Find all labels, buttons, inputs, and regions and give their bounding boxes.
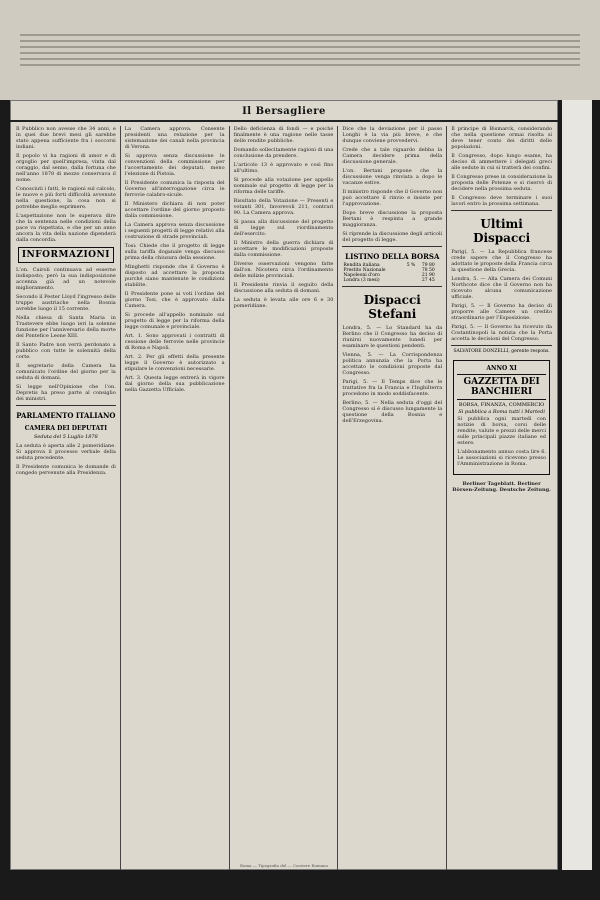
stock-name: Rendita italiana <box>343 263 380 268</box>
news-item: Si legge nell'Opinione che l'on. Depretis ha preso parte al consiglio dei ministri. <box>16 384 116 402</box>
news-item: Il Santo Padre non verrà perdonato a pubblico con tutte le solennità della corte. <box>16 342 116 360</box>
dispatch-item: Londra, 5. — Alla Camera dei Comuni Northcote dice che il Governo non ha ricevuto alcuna comunicazione ufficiale. <box>451 276 552 300</box>
column-2 <box>121 126 230 870</box>
dispatch-item: Vienna, 5. — La Corrispondenza politica annunzia che la Porta ha accettato le condizioni proposte dal Congresso. <box>342 352 443 376</box>
article-paragraph: Dopo breve discussione la proposta Bertani è respinta a grande maggioranza. <box>342 210 443 228</box>
page-right-edge <box>562 100 592 870</box>
column-4 <box>338 126 447 870</box>
newspaper-page <box>10 100 558 870</box>
article-paragraph: L'aspettazione non le superava dire che la sentenza nelle condizioni della pace va rispettata, e che per un anno ancora la vita della nazione dipenderà dalla concordia. <box>16 213 116 243</box>
article-paragraph: Dello deficienza di fondi — e poiché finalmente è una ragione nelle tasse delle rendite pubbliche. <box>233 126 334 144</box>
article-paragraph: Il Congresso deve terminare i suoi lavori entro la prossima settimana. <box>451 195 552 207</box>
gazette-title: GAZZETTA DEI BANCHIERI <box>457 374 546 400</box>
article-paragraph: Art. 3. Questa legge entrerà in vigore dal giorno della sua pubblicazione nella Gazzetta Ufficiale. <box>124 375 225 393</box>
gazette-advertisement <box>453 360 550 475</box>
article-paragraph: Il Congresso, dopo lungo esame, ha deciso di ammettere i delegati greci alle sedute in cui si tratterà dei confini. <box>451 153 552 171</box>
stock-name: Napoleoni d'oro <box>343 273 380 278</box>
dispatch-item: Parigi, 5. — Il Governo ha ricevuto da Costantinopoli la notizia che la Porta accetta le decisioni del Congresso. <box>451 324 552 342</box>
gazette-body: Si pubblica ogni martedì con notizie di borsa, corsi delle rendite, valute e prezzi delle merci sulle principali piazze italiane ed estere. <box>457 416 546 446</box>
ultimi-dispacci-title: Ultimi Dispacci <box>473 217 531 245</box>
article-paragraph: Il Presidente pone ai voti l'ordine del giorno Tosi, che è approvato dalla Camera. <box>124 291 225 309</box>
article-paragraph: La seduta è levata alle ore 6 e 30 pomeridiane. <box>233 297 334 309</box>
article-paragraph: Dice che la deviazione per il passo Longhi è la via più breve, e che dunque conviene provvedervi. <box>342 126 443 144</box>
article-paragraph: Il Congresso prese in considerazione la proposta delle Potenze e si riservò di decidere nella prossima seduta. <box>451 174 552 192</box>
divider <box>342 286 442 287</box>
article-paragraph: La Camera approva senza discussione i seguenti progetti di legge relativi alla costruzione di strade provinciali. <box>124 222 225 240</box>
stock-price: 21 90 <box>421 273 435 278</box>
gazette-subtitle: BORSA, FINANZA, COMMERCIO <box>458 402 545 408</box>
dispatch-item: Parigi, 5. — La Repubblica francese crede sapere che il Congresso ha adottato le proposte della Francia circa la questione della Grecia. <box>451 249 552 273</box>
article-paragraph: Minghetti risponde che il Governo è disposto ad accettare la proposta purché siano mantenute le condizioni stabilite. <box>124 264 225 288</box>
column-1 <box>12 126 121 870</box>
article-paragraph: L'on. Bertani propone che la discussione venga rinviata a dopo le vacanze estive. <box>342 168 443 186</box>
footer-list: Berliner Tageblatt. Berliner Börsen-Zeitung. Deutsche Zeitung. <box>452 481 551 493</box>
news-item: Il segretario della Camera ha comunicato l'ordine del giorno per la seduta di domani. <box>16 363 116 381</box>
article-paragraph: Si approva senza discussione le convenzioni della commissione per l'accertamento dei deputati, meno l'elezione di Pistoia. <box>124 153 225 177</box>
section-heading-informazioni: INFORMAZIONI <box>18 247 114 263</box>
stock-rate: 5 % <box>406 263 416 268</box>
article-paragraph: Art. 2. Per gli effetti della presente legge il Governo è autorizzato a stipulare le convenzioni necessarie. <box>124 354 225 372</box>
divider <box>342 246 442 247</box>
divider <box>451 210 552 211</box>
divider <box>16 405 116 406</box>
article-paragraph: Il Presidente rinvia il seguito della discussione alla seduta di domani. <box>233 282 334 294</box>
dispatch-item: Berlino, 5. — Nella seduta d'oggi del Congresso si è discusso lungamente la questione della Bosnia e dell'Erzegovina. <box>342 400 443 424</box>
camera-session-date: Seduta del 5 Luglio 1878 <box>34 434 98 440</box>
stock-price: 78 50 <box>421 268 435 273</box>
columns <box>12 126 556 870</box>
article-paragraph: Conosciuti i fatti, le ragioni sul calcolo, le nuove e più forti difficoltà avvenute nella questione, la cosa non si potrebbe meglio esprimere. <box>16 186 116 210</box>
camera-title: CAMERA DEI DEPUTATI <box>24 425 108 432</box>
stock-name: Prestito Nazionale <box>343 268 386 273</box>
article-paragraph: Il Presidente comunica la risposta del Governo all'interrogazione circa le ferrovie calabro-sicule. <box>124 180 225 198</box>
stock-list-title: LISTINO DELLA BORSA <box>345 252 440 261</box>
dispatch-item: Parigi, 5. — Il Temps dice che le trattative fra la Francia e l'Inghilterra procedono in modo soddisfacente. <box>342 379 443 397</box>
column-5 <box>447 126 556 870</box>
article-paragraph: L'articolo 13 è approvato e così fino all'ultimo. <box>233 162 334 174</box>
stock-price: 27 45 <box>421 278 435 283</box>
parliament-paragraph: Il Presidente comunica le domande di congedo pervenute alla Presidenza. <box>16 464 116 476</box>
article-paragraph: Il principe di Bismarck, considerando che nella questione ormai risolta si deve tener conto dei diritti delle popolazioni. <box>451 126 552 150</box>
gazette-body: L'abbonamento annuo costa lire 6. Le associazioni si ricevono presso l'Amministrazione in Roma. <box>457 449 546 467</box>
table-row <box>342 278 442 283</box>
article-paragraph: Si passa alla discussione del progetto di legge sul riordinamento dell'esercito. <box>233 219 334 237</box>
article-paragraph: Si riprende la discussione degli articoli del progetto di legge. <box>342 231 443 243</box>
parliament-paragraph: La seduta è aperta alle 2 pomeridiane. Si approva il processo verbale della seduta precedente. <box>16 443 116 461</box>
column-3 <box>230 126 339 870</box>
masthead-title: Il Bersagliere <box>242 105 326 117</box>
masthead-bar <box>10 102 558 122</box>
news-item: Secondo il Pester Lloyd l'ingresso delle truppe austriache nella Bosnia avrebbe luogo il 15 corrente. <box>16 294 116 312</box>
article-paragraph: Il popolo vi ha ragioni di amor e di orgoglio per quell'impresa, vinta dal coraggio, dal senno, dalla fortuna che nell'anno 1878 di mezzo conservava il nome. <box>16 153 116 183</box>
gazette-tagline: Si pubblica a Roma tutti i Martedì <box>458 409 545 415</box>
article-paragraph: Risultato della Votazione — Presenti e votanti 301, favorevoli 211, contrari 90. La Camera approva. <box>233 198 334 216</box>
stock-name: Londra (3 mesi) <box>343 278 380 283</box>
parliament-title: PARLAMENTO ITALIANO <box>16 411 116 420</box>
article-paragraph: Si procede all'appello nominale sul progetto di legge per la riforma della legge comunale e provinciale. <box>124 312 225 330</box>
stock-table <box>342 263 442 283</box>
article-paragraph: Art. 1. Sono approvati i contratti di cessione delle ferrovie nelle provincie di Roma e Napoli. <box>124 333 225 351</box>
stock-rate <box>406 278 421 283</box>
gazette-year: ANNO XI <box>486 365 517 372</box>
previous-page-fragment <box>0 0 600 100</box>
article-paragraph: Il Pubblico non avesse che 34 anni, e in quei due brevi mesi gli sarebbe stato appena sufficiente fra i soccorsi indiani. <box>16 126 116 150</box>
article-paragraph: Il Ministro della guerra dichiara di accettare le modificazioni proposte dalla commissione. <box>233 240 334 258</box>
dispacci-stefani-title: Dispacci Stefani <box>363 293 421 321</box>
article-paragraph: Tosi: Chiede che il progetto di legge sulla tariffa doganale venga discusso prima della chiusura della sessione. <box>124 243 225 261</box>
dispatch-item: Parigi, 5. — Il Governo ha deciso di proporre alle Camere un credito straordinario per l'Esposizione. <box>451 303 552 321</box>
article-paragraph: La Camera approva. Consente presidenti una relazione per la sistemazione dei canali nella provincia di Verona. <box>124 126 225 150</box>
article-paragraph: Diverse osservazioni vengono fatte dall'on. Nicotera circa l'ordinamento delle milizie provinciali. <box>233 261 334 279</box>
editor-signature: SALVATORE DONZELLI, gerente respons. <box>453 349 550 354</box>
article-paragraph: Si procede alla votazione per appello nominale sul progetto di legge per la riforma delle tariffe. <box>233 177 334 195</box>
article-paragraph: Domando sollecitamente ragioni di una conclusione da prendere. <box>233 147 334 159</box>
article-paragraph: Il Ministero dichiara di non poter accettare l'ordine del giorno proposto dalla commissione. <box>124 201 225 219</box>
article-paragraph: Crede che a tale riguardo debba la Camera decidere prima della discussione generale. <box>342 147 443 165</box>
page-footer: Roma — Tipografia del — Corriere Romano <box>239 863 329 868</box>
news-item: Nella chiesa di Santa Maria in Trastevere ebbe luogo ieri la solenne funzione per l'anniversario della morte del Pontefice Leone XIII. <box>16 315 116 339</box>
news-item: L'on. Cairoli continuava ad esserne indisposto; però la sua indisposizione accenna già ad un notevole miglioramento. <box>16 267 116 291</box>
dispatch-item: Londra, 5. — Lo Standard ha da Berlino che il Congresso ha deciso di riunirsi nuovamente lunedì per esaminare le questioni pendenti. <box>342 325 443 349</box>
article-paragraph: Il ministro risponde che il Governo non può accettare il rinvio e insiste per l'approvazione. <box>342 189 443 207</box>
divider <box>451 345 552 346</box>
stock-price: 79 80 <box>421 263 435 268</box>
